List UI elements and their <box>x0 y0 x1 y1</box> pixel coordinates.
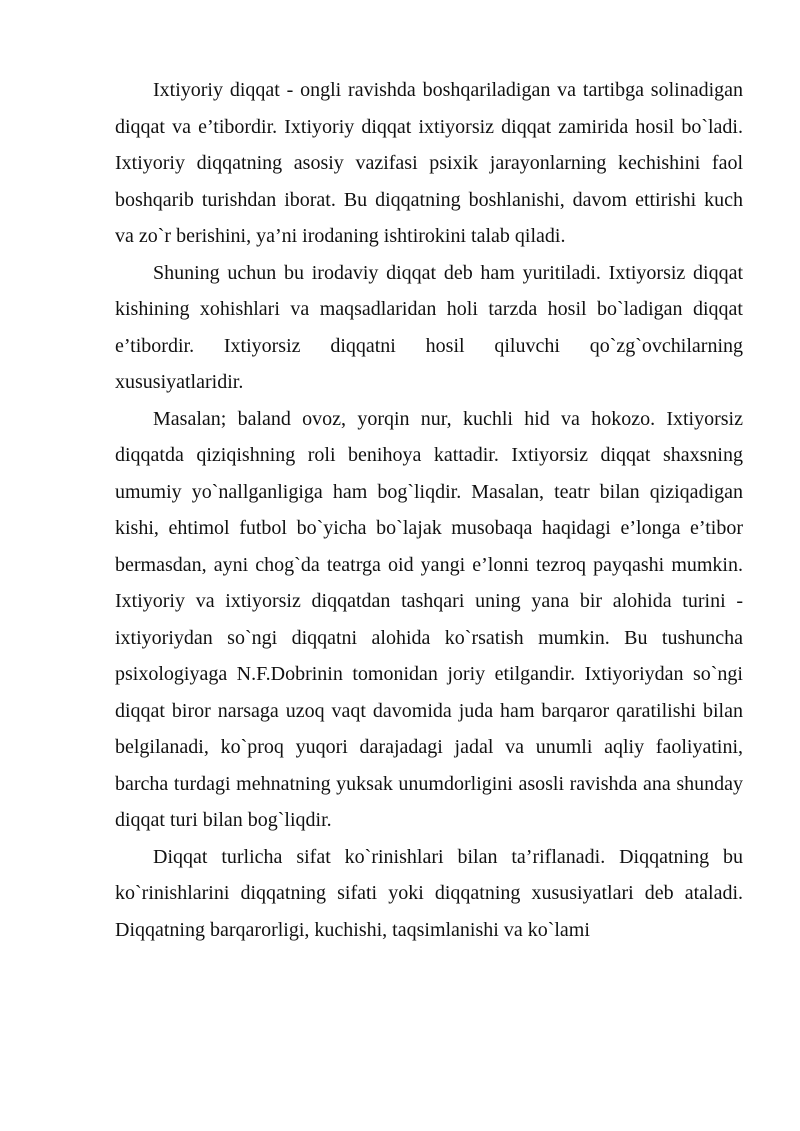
paragraph-voluntary-attention: Ixtiyoriy diqqat - ongli ravishda boshqariladigan va tartibga solinadigan diqqat va e’tibordir. Ixtiyoriy diqqat ixtiyorsiz diqqat zamirida hosil bo`ladi. Ixtiyoriy diqqatning asosiy vazifasi psixik jarayonlarning kechishini faol boshqarib turishdan iborat. Bu diqqatning boshlanishi, davom ettirishi kuch va zo`r berishini, ya’ni irodaning ishtirokini talab qiladi. <box>115 79 743 247</box>
paragraph-willful-attention: Shuning uchun bu irodaviy diqqat deb ham yuritiladi. Ixtiyorsiz diqqat kishining xohishlari va maqsadlaridan holi tarzda hosil bo`ladigan diqqat e’tibordir. Ixtiyorsiz diqqatni hosil qiluvchi qo`zg`ovchilarning xususiyatlaridir. <box>115 261 743 393</box>
paragraph-attention-qualities: Diqqat turlicha sifat ko`rinishlari bilan ta’riflanadi. Diqqatning bu ko`rinishlarini diqqatning sifati yoki diqqatning xususiyatlari deb ataladi. Diqqatning barqarorligi, kuchishi, taqsimlanishi va ko`lami <box>115 845 743 941</box>
document-page <box>115 72 743 948</box>
paragraph-involuntary-examples: Masalan; baland ovoz, yorqin nur, kuchli hid va hokozo. Ixtiyorsiz diqqatda qiziqishning roli benihoya kattadir. Ixtiyorsiz diqqat shaxsning umumiy yo`nallganligiga ham bog`liqdir. Masalan, teatr bilan qiziqadigan kishi, ehtimol futbol bo`yicha bo`lajak musobaqa haqidagi e’longa e’tibor bermasdan, ayni chog`da teatrga oid yangi e’lonni tezroq payqashi mumkin. Ixtiyoriy va ixtiyorsiz diqqatdan tashqari uning yana bir alohida turini - ixtiyoriydan so`ngi diqqatni alohida ko`rsatish mumkin. Bu tushuncha psixologiyaga N.F.Dobrinin tomonidan joriy etilgandir. Ixtiyoriydan so`ngi diqqat biror narsaga uzoq vaqt davomida juda ham barqaror qaratilishi bilan belgilanadi, ko`proq yuqori darajadagi jadal va unumli aqliy faoliyatini, barcha turdagi mehnatning yuksak unumdorligini asosli ravishda ana shunday diqqat turi bilan bog`liqdir. <box>115 407 743 831</box>
